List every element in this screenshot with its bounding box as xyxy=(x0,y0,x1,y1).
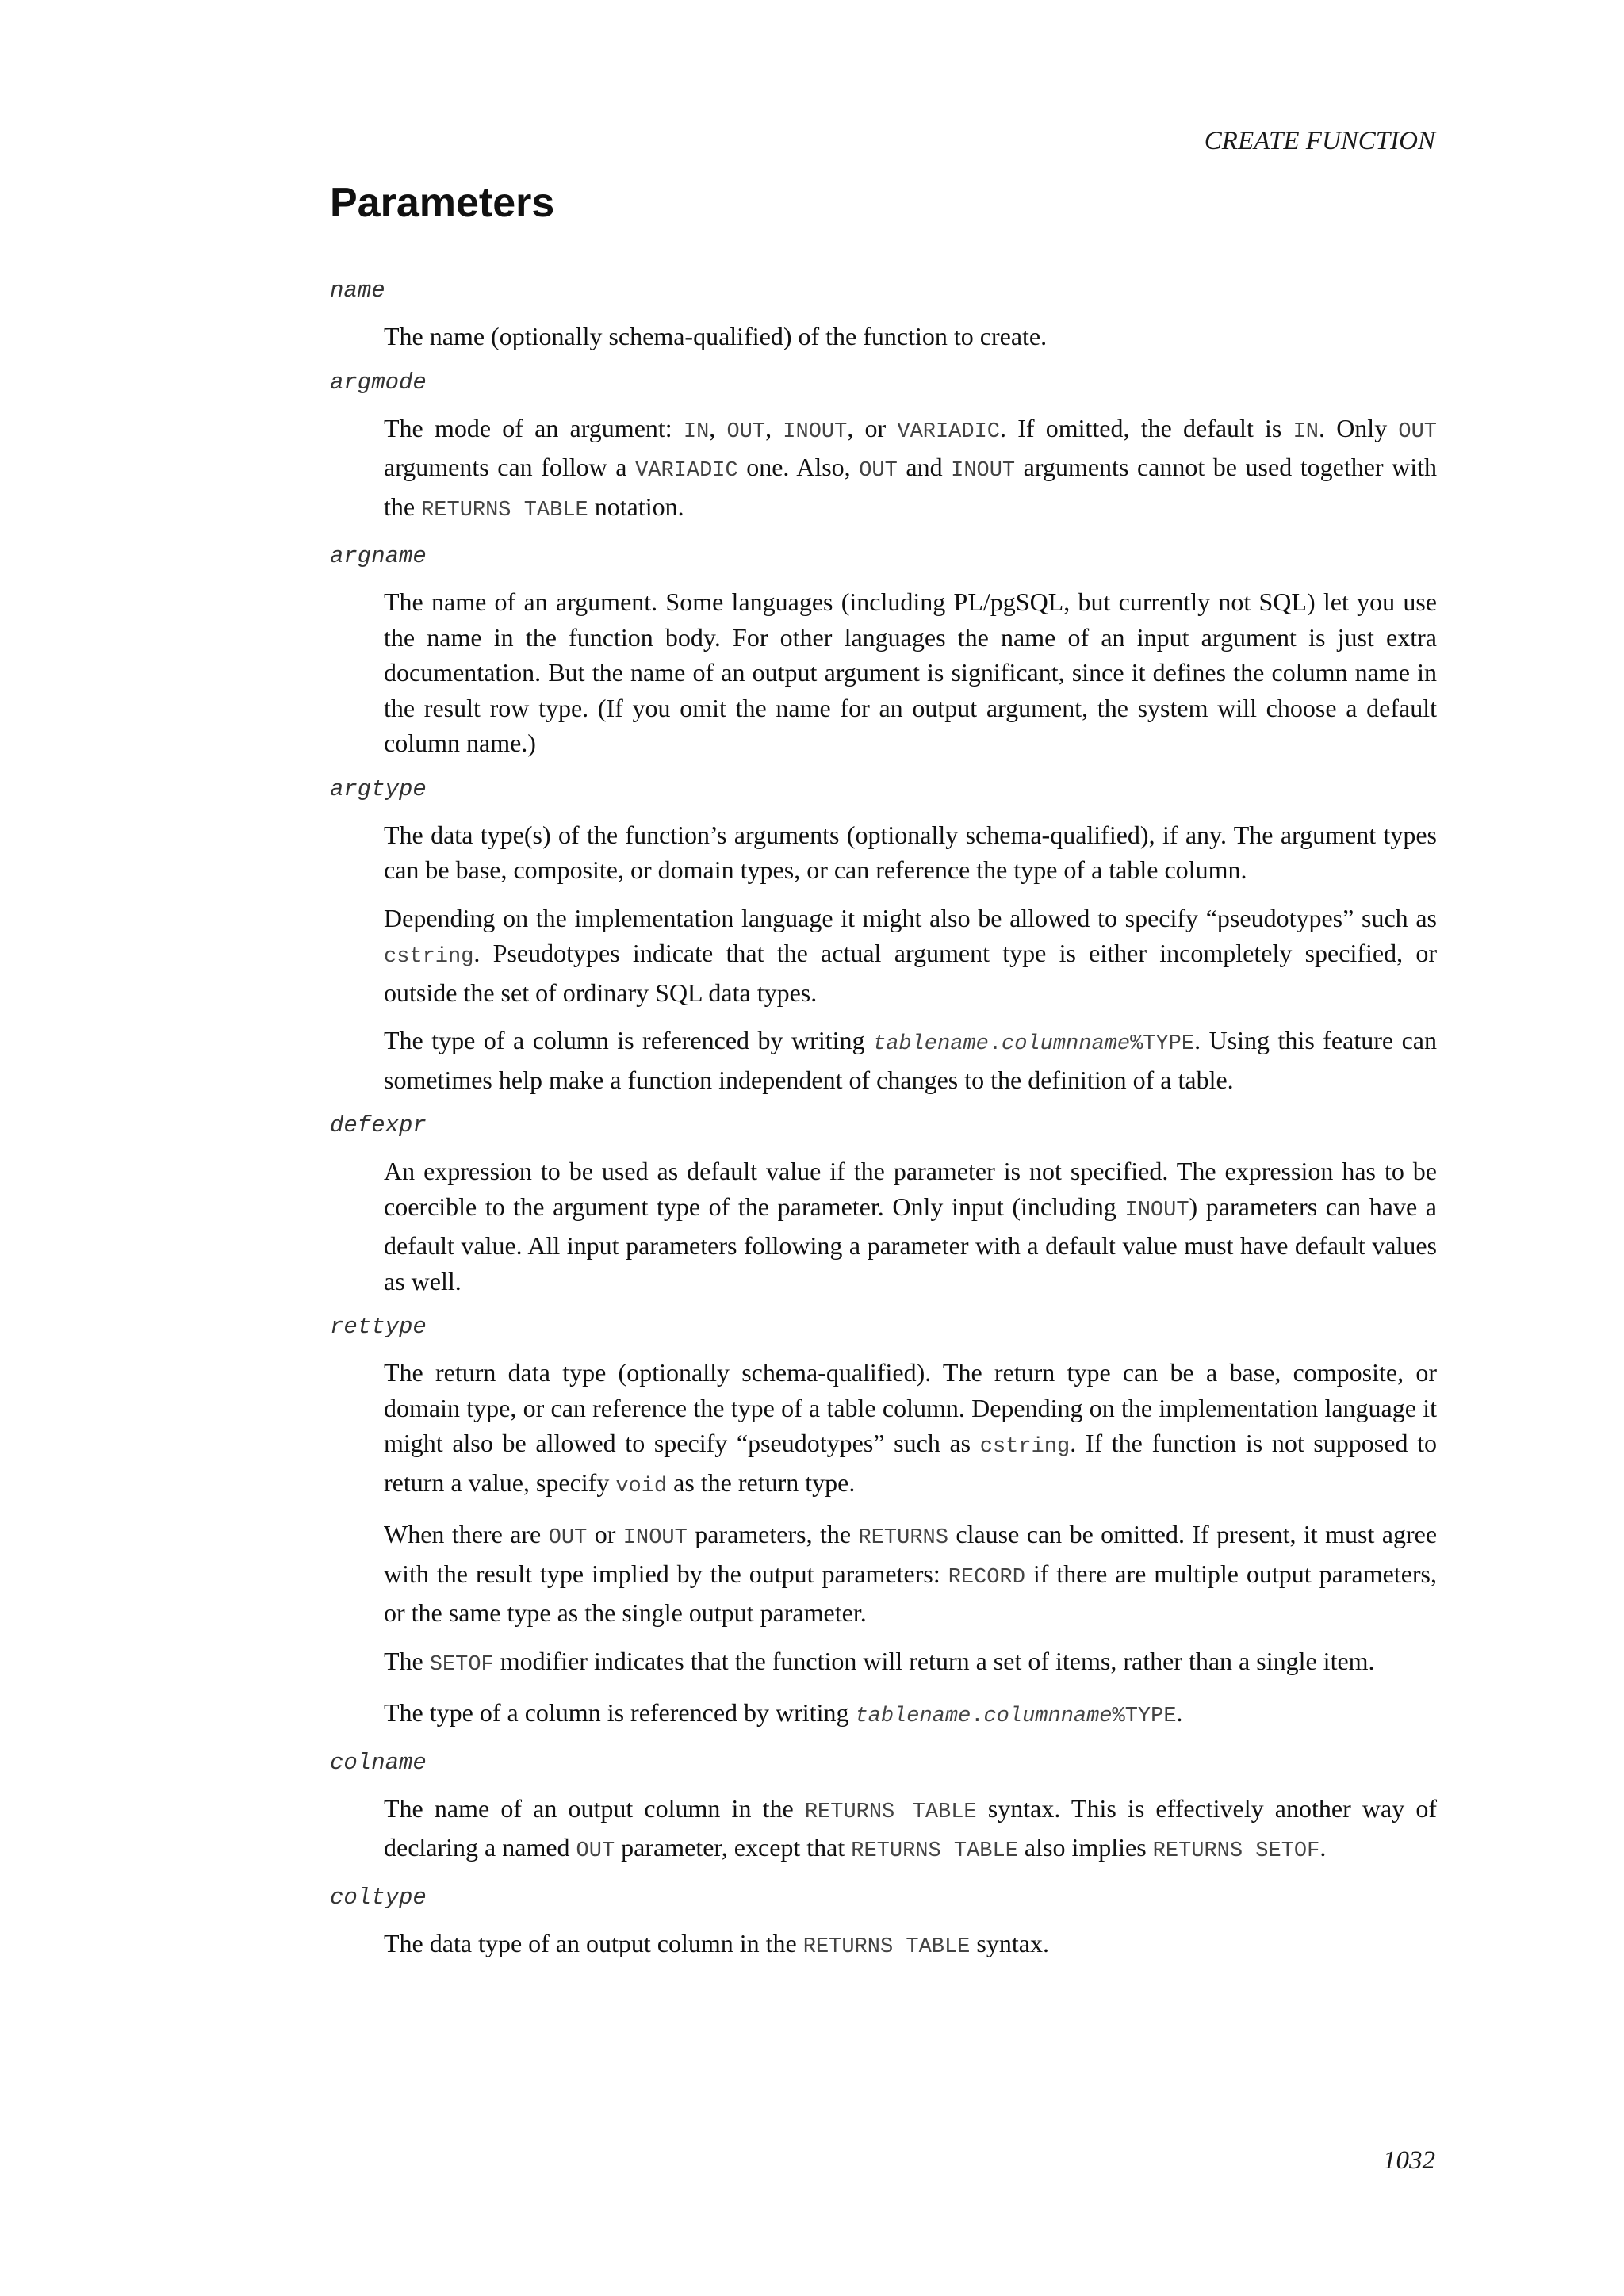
text-run: modifier indicates that the function will return a set of items, rather than a single item. xyxy=(493,1646,1375,1675)
section-title: Parameters xyxy=(330,180,555,226)
parameter-term: argmode xyxy=(330,369,427,396)
text-run: , xyxy=(765,413,783,442)
description-paragraph xyxy=(384,817,1437,888)
text-run: parameters, the xyxy=(687,1520,859,1548)
parameter-description xyxy=(384,817,1437,1098)
text-run: When there are xyxy=(384,1520,549,1548)
text-run: syntax. This is effectively another way of declaring a named xyxy=(384,1793,1438,1862)
code-literal: INOUT xyxy=(951,459,1016,483)
text-run: The mode of an argument: xyxy=(384,413,684,442)
description-paragraph xyxy=(384,1926,1437,1965)
parameter-description xyxy=(384,1926,1437,1965)
code-literal: RETURNS TABLE xyxy=(802,1934,971,1959)
text-run: An expression to be used as default value if the parameter is not specified. The expression has to be coercible to the argument type of the parameter. Only input (including xyxy=(384,1157,1437,1221)
description-paragraph xyxy=(384,1023,1437,1097)
parameter-term: name xyxy=(330,277,385,304)
description-paragraph xyxy=(384,1517,1437,1631)
text-run: one. Also, xyxy=(737,453,860,481)
page-number: 1032 xyxy=(1383,2146,1435,2175)
text-run: The xyxy=(384,1646,430,1675)
code-literal: void xyxy=(615,1474,668,1498)
description-paragraph xyxy=(384,1791,1437,1869)
text-run: if there are multiple output parameters, or the same type as the single output parameter. xyxy=(384,1559,1438,1627)
parameter-description xyxy=(384,319,1437,354)
text-run: The type of a column is referenced by writing xyxy=(384,1026,873,1054)
code-literal: RETURNS xyxy=(858,1526,948,1550)
code-literal: INOUT xyxy=(783,419,848,444)
code-literal: . xyxy=(988,1032,1002,1056)
description-paragraph xyxy=(384,1355,1437,1504)
text-run: The type of a column is referenced by writing xyxy=(384,1698,856,1727)
description-paragraph xyxy=(384,1695,1437,1735)
code-literal: RECORD xyxy=(948,1565,1025,1590)
parameter-term: argname xyxy=(330,543,427,569)
code-literal: IN xyxy=(683,419,710,444)
description-paragraph xyxy=(384,319,1437,354)
code-literal: RETURNS SETOF xyxy=(1152,1839,1320,1863)
code-literal: RETURNS TABLE xyxy=(421,498,588,522)
code-literal: columnname xyxy=(1002,1032,1131,1056)
text-run: arguments can follow a xyxy=(384,453,636,481)
description-paragraph xyxy=(384,584,1437,761)
code-literal: . xyxy=(971,1705,984,1728)
running-header: CREATE FUNCTION xyxy=(1204,127,1435,155)
code-literal: cstring xyxy=(979,1435,1071,1459)
text-run: . Pseudotypes indicate that the actual argument type is either incompletely specified, or outside the set of ordinary SQL data types. xyxy=(384,939,1437,1007)
text-run: . If the function is not supposed to return a value, specify xyxy=(384,1429,1438,1497)
code-literal: RETURNS TABLE xyxy=(851,1839,1018,1863)
text-run: clause can be omitted. If present, it must agree with the result type implied by the output parameters: xyxy=(384,1520,1438,1588)
code-literal: cstring xyxy=(384,945,474,969)
code-literal: OUT xyxy=(548,1526,588,1550)
code-literal: INOUT xyxy=(622,1526,688,1550)
text-run: arguments cannot be used together with the xyxy=(384,453,1438,521)
code-literal: OUT xyxy=(859,459,898,483)
description-paragraph xyxy=(384,411,1437,529)
parameter-description xyxy=(384,584,1437,761)
parameter-description xyxy=(384,1355,1437,1735)
code-literal: OUT xyxy=(576,1839,615,1863)
code-literal: columnname xyxy=(983,1705,1113,1728)
text-run: also implies xyxy=(1017,1833,1153,1862)
code-literal: OUT xyxy=(1398,419,1437,444)
text-run: syntax. xyxy=(970,1928,1049,1957)
description-paragraph xyxy=(384,1644,1437,1683)
parameter-description xyxy=(384,411,1437,529)
text-run: Depending on the implementation language it might also be allowed to specify “pseudotypes” such as xyxy=(384,903,1437,932)
parameter-description xyxy=(384,1791,1437,1869)
code-literal: RETURNS TABLE xyxy=(804,1800,977,1824)
parameter-term: defexpr xyxy=(330,1112,427,1138)
code-literal: %TYPE xyxy=(1112,1705,1177,1728)
text-run: The name of an argument. Some languages (including PL/pgSQL, but currently not SQL) let you use the name in the function body. For other languages the name of an input argument is just extra documentation. But the name of an output argument is significant, since it defines the column name in the result row type. (If you omit the name for an output argument, the system will choose a default column name.) xyxy=(384,587,1437,757)
code-literal: %TYPE xyxy=(1130,1032,1195,1056)
code-literal: tablename xyxy=(855,1705,971,1728)
text-run: The data type(s) of the function’s arguments (optionally schema-qualified), if any. The argument types can be base, composite, or domain types, or can reference the type of a table column. xyxy=(384,820,1437,884)
text-run: The return data type (optionally schema-qualified). The return type can be a base, composite, or domain type, or can reference the type of a table column. Depending on the implementation language it might also be allowed to specify “pseudotypes” such as xyxy=(384,1358,1437,1457)
code-literal: OUT xyxy=(726,419,766,444)
text-run: The name of an output column in the xyxy=(384,1793,805,1823)
parameter-term: rettype xyxy=(330,1314,427,1340)
description-paragraph xyxy=(384,901,1437,1011)
parameter-term: colname xyxy=(330,1749,427,1776)
description-paragraph xyxy=(384,1154,1437,1299)
text-run: and xyxy=(897,453,952,481)
code-literal: VARIADIC xyxy=(897,419,1000,444)
code-literal: IN xyxy=(1293,419,1319,444)
text-run: notation. xyxy=(588,492,684,521)
code-literal: INOUT xyxy=(1124,1198,1189,1223)
parameter-term: coltype xyxy=(330,1884,427,1911)
text-run: , xyxy=(709,413,727,442)
text-run: . Only xyxy=(1318,413,1399,442)
text-run: parameter, except that xyxy=(615,1833,852,1862)
text-run: . If omitted, the default is xyxy=(1000,413,1293,442)
text-run: . Using this feature can sometimes help make a function independent of changes to the definition of a table. xyxy=(384,1026,1438,1094)
text-run: . xyxy=(1320,1833,1327,1862)
code-literal: SETOF xyxy=(429,1652,494,1677)
text-run: ) parameters can have a default value. All input parameters following a parameter with a default value must have default values as well. xyxy=(384,1192,1438,1295)
parameter-term: argtype xyxy=(330,775,427,802)
text-run: The data type of an output column in the xyxy=(384,1928,803,1957)
text-run: or xyxy=(587,1520,623,1548)
text-run: The name (optionally schema-qualified) of the function to create. xyxy=(384,322,1048,350)
text-run: , or xyxy=(847,413,898,442)
parameter-description xyxy=(384,1154,1437,1299)
parameter-list xyxy=(330,275,1437,1977)
text-run: . xyxy=(1176,1698,1183,1727)
code-literal: VARIADIC xyxy=(635,459,738,483)
code-literal: tablename xyxy=(873,1032,989,1056)
text-run: as the return type. xyxy=(667,1468,856,1497)
